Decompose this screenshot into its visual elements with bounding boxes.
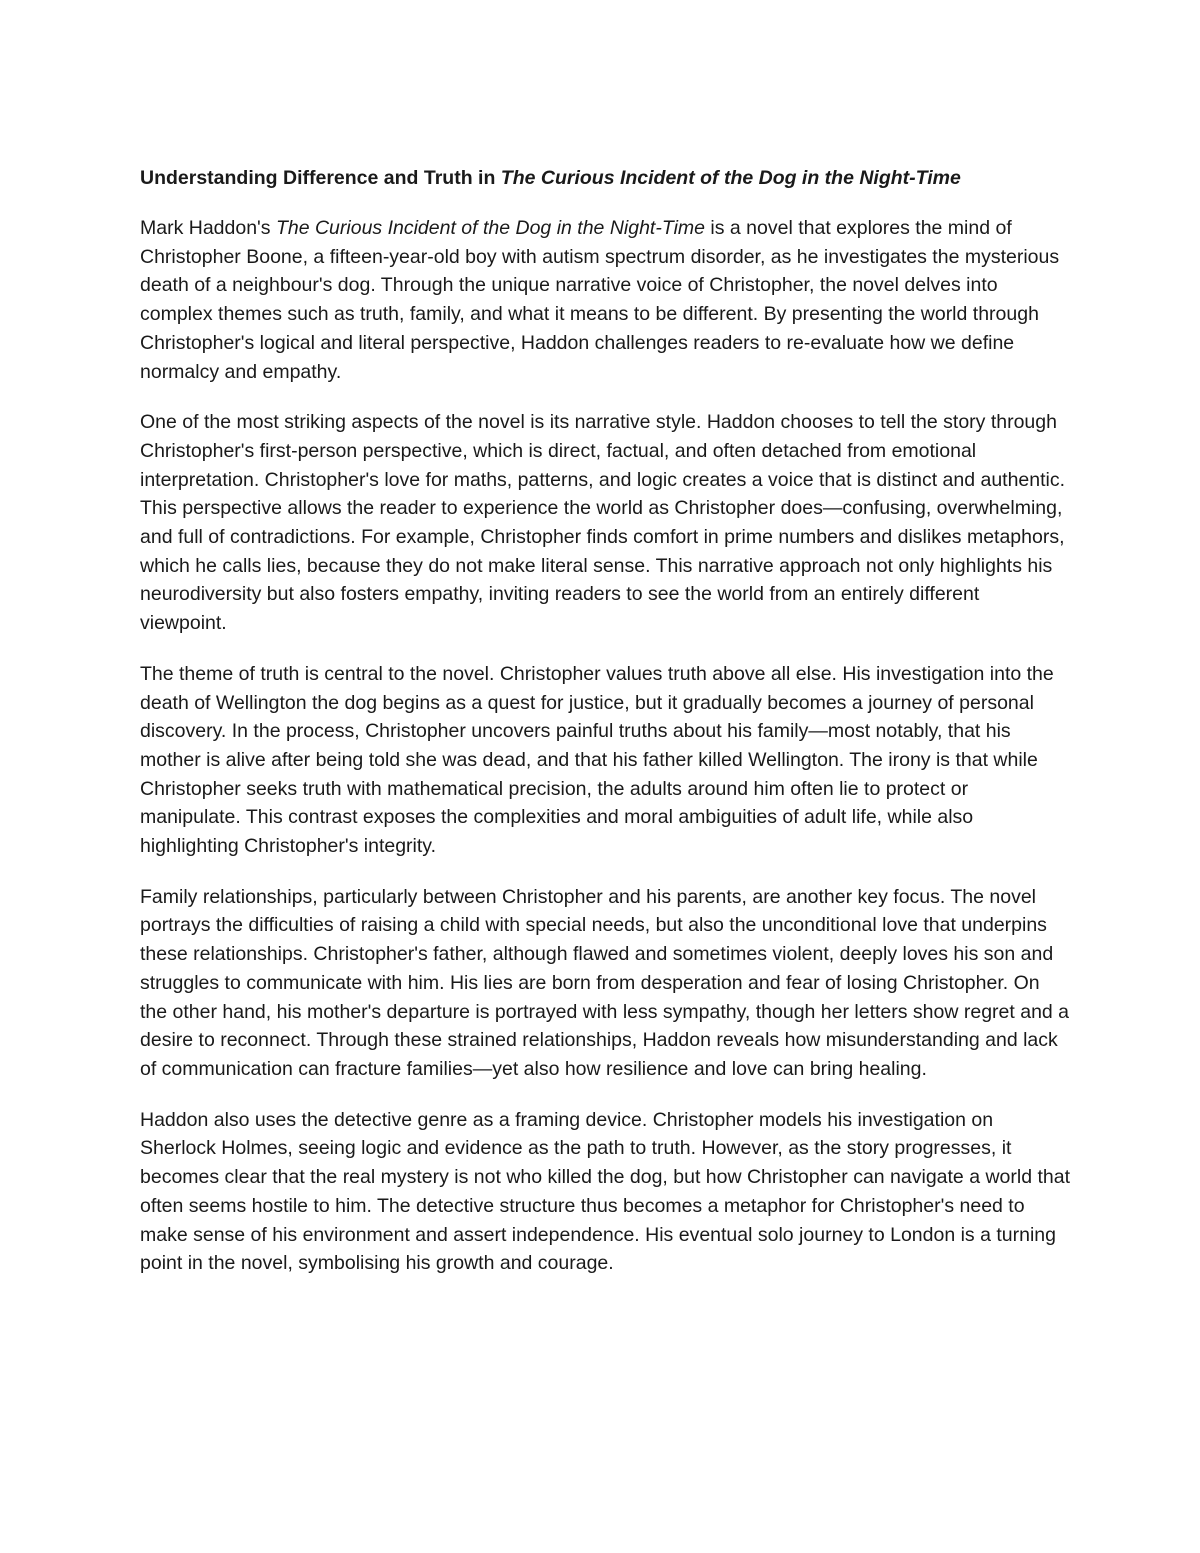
title-prefix: Understanding Difference and Truth in — [140, 167, 501, 189]
intro-paragraph — [140, 214, 1070, 386]
intro-before: Mark Haddon's — [140, 217, 276, 239]
intro-after: is a novel that explores the mind of Christopher Boone, a fifteen-year-old boy with autism spectrum disorder, as he investigates the mysterious death of a neighbour's dog. Through the unique narrative voice of Christopher, the novel delves into complex themes such as truth, family, and what it means to be different. By presenting the world through Christopher's logical and literal perspective, Haddon challenges readers to re-evaluate how we define normalcy and empathy. — [140, 217, 1060, 383]
title-book-name: The Curious Incident of the Dog in the Night-Time — [500, 167, 961, 189]
paragraph-truth-theme: The theme of truth is central to the novel. Christopher values truth above all else. His investigation into the death of Wellington the dog begins as a quest for justice, but it gradually becomes a journey of personal discovery. In the process, Christopher uncovers painful truths about his family—most notably, that his mother is alive after being told she was dead, and that his father killed Wellington. The irony is that while Christopher seeks truth with mathematical precision, the adults around him often lie to protect or manipulate. This contrast exposes the complexities and moral ambiguities of adult life, while also highlighting Christopher's integrity. — [140, 662, 1054, 858]
document-title — [140, 164, 1070, 192]
intro-book-name: The Curious Incident of the Dog in the Night-Time — [275, 217, 705, 239]
paragraph-narrative-style: One of the most striking aspects of the novel is its narrative style. Haddon chooses to tell the story through Christopher's first-person perspective, which is direct, factual, and often detached from emotional interpretation. Christopher's love for maths, patterns, and logic creates a voice that is distinct and authentic. This perspective allows the reader to experience the world as Christopher does—confusing, overwhelming, and full of contradictions. For example, Christopher finds comfort in prime numbers and dislikes metaphors, which he calls lies, because they do not make literal sense. This narrative approach not only highlights his neurodiversity but also fosters empathy, inviting readers to see the world from an entirely different viewpoint. — [140, 411, 1066, 635]
paragraph-detective-genre: Haddon also uses the detective genre as a framing device. Christopher models his investigation on Sherlock Holmes, seeing logic and evidence as the path to truth. However, as the story progresses, it becomes clear that the real mystery is not who killed the dog, but how Christopher can navigate a world that often seems hostile to him. The detective structure thus becomes a metaphor for Christopher's need to make sense of his environment and assert independence. His eventual solo journey to London is a turning point in the novel, symbolising his growth and courage. — [140, 1108, 1070, 1275]
paragraph-family-relationships: Family relationships, particularly between Christopher and his parents, are another key focus. The novel portrays the difficulties of raising a child with special needs, but also the unconditional love that underpins these relationships. Christopher's father, although flawed and sometimes violent, deeply loves his son and struggles to communicate with him. His lies are born from desperation and fear of losing Christopher. On the other hand, his mother's departure is portrayed with less sympathy, though her letters show regret and a desire to reconnect. Through these strained relationships, Haddon reveals how misunderstanding and lack of communication can fracture families—yet also how resilience and love can bring healing. — [140, 885, 1070, 1080]
document-page — [140, 164, 1070, 1278]
